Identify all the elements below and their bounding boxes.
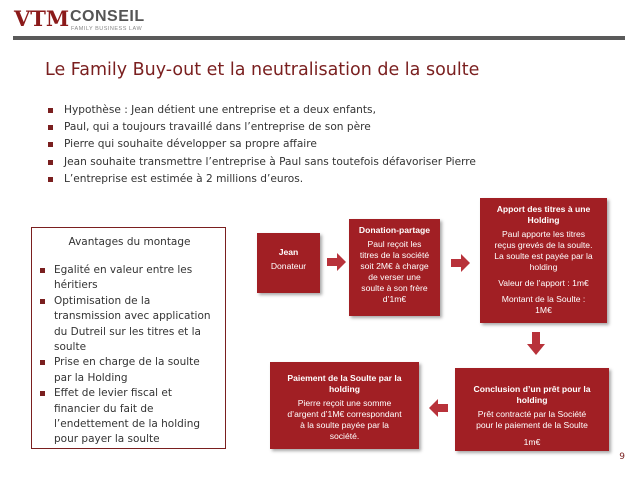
list-item bbox=[48, 119, 476, 136]
donation-line: soulte à son frère bbox=[361, 283, 428, 293]
apport-montant: Montant de la Soulte : bbox=[501, 294, 586, 304]
apport-line: holding bbox=[529, 262, 558, 272]
bullet-square-icon bbox=[40, 268, 45, 273]
conclusion-amount: 1m€ bbox=[523, 437, 541, 447]
apport-title: Holding bbox=[527, 215, 560, 225]
conclusion-box bbox=[455, 368, 609, 451]
conclusion-title: holding bbox=[516, 395, 548, 405]
bullet-text: Hypothèse : Jean détient une entreprise et a deux enfants, bbox=[64, 104, 376, 116]
donation-line: titres de la société bbox=[359, 250, 430, 260]
bullet-text: Jean souhaite transmettre l’entreprise à Paul sans toutefois défavoriser Pierre bbox=[64, 155, 476, 168]
bullet-square-icon bbox=[48, 177, 53, 182]
paiement-line: société. bbox=[329, 431, 360, 441]
paiement-line: d’argent d’1M€ correspondant bbox=[287, 409, 402, 419]
apport-box bbox=[480, 198, 607, 323]
jean-role: Donateur bbox=[270, 261, 307, 271]
list-item bbox=[40, 355, 216, 386]
logo-tagline: FAMILY BUSINESS LAW bbox=[71, 26, 143, 32]
advantages-list bbox=[40, 263, 216, 448]
apport-line: La soulte est payée par la bbox=[494, 251, 593, 261]
arrow-down-icon bbox=[526, 332, 546, 356]
bullet-square-icon bbox=[40, 360, 45, 365]
jean-box bbox=[257, 233, 320, 293]
hypothesis-list bbox=[48, 102, 476, 188]
donation-line: Paul reçoit les bbox=[367, 239, 422, 249]
paiement-title: Paiement de la Soulte par la bbox=[287, 373, 402, 383]
conclusion-title: Conclusion d’un prêt pour la bbox=[473, 384, 591, 394]
donation-box bbox=[349, 219, 440, 316]
bullet-square-icon bbox=[48, 125, 53, 130]
advantage-text: Egalité en valeur entre les héritiers bbox=[54, 264, 193, 292]
bullet-square-icon bbox=[40, 299, 45, 304]
paiement-box bbox=[270, 362, 419, 449]
bullet-text: Paul, qui a toujours travaillé dans l’entreprise de son père bbox=[64, 121, 371, 134]
bullet-square-icon bbox=[48, 142, 53, 147]
bullet-text: L’entreprise est estimée à 2 millions d’euros. bbox=[64, 172, 304, 185]
list-item bbox=[48, 171, 476, 188]
donation-line: de verser une bbox=[368, 272, 421, 282]
advantage-text: Optimisation de la transmission avec application du Dutreil sur les titres et la soulte bbox=[54, 294, 211, 354]
advantages-title: Avantages du montage bbox=[68, 236, 191, 248]
paiement-title: holding bbox=[328, 384, 361, 394]
conclusion-line: Prêt contracté par la Société bbox=[477, 409, 587, 419]
arrow-left-icon bbox=[429, 398, 449, 418]
apport-line: reçus grevés de la soulte. bbox=[494, 240, 593, 250]
donation-line: soit 2M€ à charge bbox=[360, 261, 429, 271]
logo-name: CONSEIL bbox=[70, 8, 145, 25]
slide-title: Le Family Buy-out et la neutralisation de la soulte bbox=[45, 60, 480, 80]
bullet-square-icon bbox=[48, 160, 53, 165]
arrow-right-icon bbox=[451, 253, 471, 273]
list-item bbox=[40, 386, 216, 448]
donation-title: Donation-partage bbox=[358, 225, 431, 235]
paiement-line: à la soulte payée par la bbox=[300, 420, 389, 430]
list-item bbox=[48, 102, 476, 119]
bullet-text: Pierre qui souhaite développer sa propre affaire bbox=[64, 138, 317, 151]
paiement-line: Pierre reçoit une somme bbox=[297, 398, 392, 408]
bullet-square-icon bbox=[40, 391, 45, 396]
jean-title: Jean bbox=[278, 247, 299, 257]
logo-brand: VTM bbox=[14, 6, 70, 31]
advantage-text: Effet de levier fiscal et financier du fait de l’endettement de la holding pour payer la soulte bbox=[54, 387, 201, 446]
apport-montant: 1M€ bbox=[535, 305, 552, 315]
apport-line: Paul apporte les titres bbox=[501, 229, 586, 239]
page-number: 9 bbox=[619, 452, 625, 462]
list-item bbox=[48, 136, 476, 153]
apport-valeur: Valeur de l’apport : 1m€ bbox=[498, 278, 589, 288]
arrow-right-icon bbox=[327, 252, 347, 272]
list-item bbox=[40, 294, 216, 356]
apport-title: Apport des titres à une bbox=[496, 204, 591, 214]
list-item bbox=[48, 154, 476, 171]
conclusion-line: pour le paiement de la Soulte bbox=[476, 420, 588, 430]
list-item bbox=[40, 263, 216, 294]
advantages-box bbox=[31, 227, 226, 449]
header-divider bbox=[13, 36, 625, 40]
bullet-square-icon bbox=[48, 108, 53, 113]
advantage-text: Prise en charge de la soulte par la Holding bbox=[54, 356, 200, 384]
donation-line: d’1m€ bbox=[382, 294, 407, 304]
